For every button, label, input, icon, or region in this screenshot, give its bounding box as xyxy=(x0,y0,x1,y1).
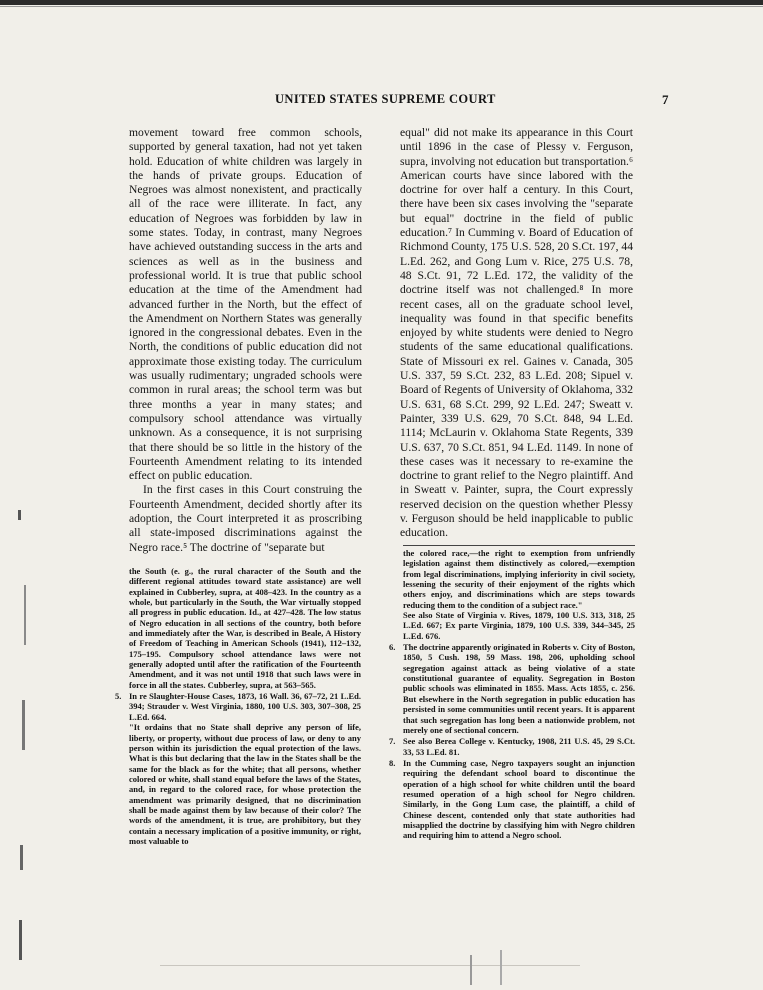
footnote-text: See also Berea College v. Kentucky, 1908, 211 U.S. 45, 29 S.Ct. 33, 53 L.Ed. 81. xyxy=(403,736,635,757)
scan-top-border xyxy=(0,0,763,5)
footnotes-right xyxy=(389,548,635,842)
scan-artifact xyxy=(19,920,22,960)
footnote-continuation: the colored race,—the right to exemption from unfriendly legislation against them distinctively as colored,—exemption from legal discriminations, implying inferiority in civil society, lessening the security of their enjoyment of the rights which others enjoy, and discriminations which are steps towards reducing them to the condition of a subject race." See also State of Virginia v. Rives, 1879, 100 U.S. 313, 318, 25 L.Ed. 667; Ex parte Virginia, 1879, 100 U.S. 339, 344–345, 25 L.Ed. 676. xyxy=(403,548,635,641)
body-paragraph: equal" did not make its appearance in this Court until 1896 in the case of Plessy v. Ferguson, supra, involving not education but transportation.⁶ American courts have since labored with the doctrine for over half a century. In this Court, there have been six cases involving the "separate but equal" doctrine in the field of public education.⁷ In Cumming v. Board of Education of Richmond County, 175 U.S. 528, 20 S.Ct. 197, 44 L.Ed. 262, and Gong Lum v. Rice, 275 U.S. 78, 48 S.Ct. 91, 72 L.Ed. 172, the validity of the doctrine itself was not challenged.⁸ In more recent cases, all on the graduate school level, inequality was found in that specific benefits enjoyed by white students were denied to Negro students of the same educational qualifications. State of Missouri ex rel. Gaines v. Canada, 305 U.S. 337, 59 S.Ct. 232, 83 L.Ed. 208; Sipuel v. Board of Regents of University of Oklahoma, 332 U.S. 631, 68 S.Ct. 299, 92 L.Ed. 247; Sweatt v. Painter, 339 U.S. 629, 70 S.Ct. 848, 94 L.Ed. 1114; McLaurin v. Oklahoma State Regents, 339 U.S. 637, 70 S.Ct. 851, 94 L.Ed. 1149. In none of these cases was it necessary to re-examine the doctrine to grant relief to the Negro plaintiff. And in Sweatt v. Painter, supra, the Court expressly reserved decision on the question whether Plessy v. Ferguson should be held inapplicable to public education. xyxy=(400,126,633,540)
page-number: 7 xyxy=(662,92,669,107)
footnote-number: 7. xyxy=(389,736,396,747)
footnote-text: In re Slaughter-House Cases, 1873, 16 Wall. 36, 67–72, 21 L.Ed. 394; Strauder v. West Virginia, 1880, 100 U.S. 303, 307–308, 25 L.Ed. 664. xyxy=(129,691,361,722)
footnote-8 xyxy=(389,757,635,841)
scan-artifact xyxy=(470,955,472,985)
scan-artifact xyxy=(22,700,25,750)
footnote-number: 8. xyxy=(389,757,396,768)
footnote-number: 6. xyxy=(389,642,396,653)
scan-artifact xyxy=(160,965,580,966)
scan-top-border-line xyxy=(0,6,763,7)
scan-artifact xyxy=(20,845,23,870)
footnote-see-also: See also State of Virginia v. Rives, 1879, 100 U.S. 313, 318, 25 L.Ed. 667; Ex parte Virginia, 1879, 100 U.S. 339, 344–345, 25 L.Ed. 676. xyxy=(403,610,635,641)
scan-artifact xyxy=(18,510,21,520)
footnote-5 xyxy=(115,691,361,846)
scan-artifact xyxy=(500,950,502,985)
footnote-6 xyxy=(389,642,635,735)
footnote-text: The doctrine apparently originated in Roberts v. City of Boston, 1850, 5 Cush. 198, 59 Mass. 198, 206, upholding school segregation against attack as being violative of a state constitutional guarantee of equality. Segregation in Boston public schools was eliminated in 1855. Mass. Acts 1855, c. 256. But elsewhere in the North segregation in public education has persisted in some communities until recent years. It is apparent that such segregation has long been a nationwide problem, not merely one of sectional concern. xyxy=(403,642,635,735)
footnote-number: 5. xyxy=(115,691,122,702)
footnotes-left xyxy=(115,566,361,847)
footnote-quote: "It ordains that no State shall deprive any person of life, liberty, or property, without due process of law, or deny to any person within its jurisdiction the equal protection of the laws. What is this but declaring that the law in the States shall be the same for the black as for the white; that all persons, whether colored or white, shall stand equal before the laws of the States, and, in regard to the colored race, for whose protection the amendment was primarily designed, that no discrimination shall be made against them by law because of their color? The words of the amendment, it is true, are prohibitory, but they contain a necessary implication of a positive immunity, or right, most valuable to xyxy=(129,722,361,846)
footnote-7 xyxy=(389,736,635,757)
footnote-continuation: the South (e. g., the rural character of the South and the different regional attitudes toward state assistance) are well explained in Cubberley, supra, at 408–423. In the country as a whole, but particularly in the South, the War virtually stopped all progress in public education. Id., at 427–428. The low status of Negro education in all sections of the country, both before and immediately after the War, is described in Beale, A History of Freedom of Teaching in American Schools (1941), 112–132, 175–195. Compulsory school attendance laws were not generally adopted until after the ratification of the Fourteenth Amendment, and it was not until 1918 that such laws were in force in all the states. Cubberley, supra, at 563–565. xyxy=(129,566,361,690)
body-paragraph: In the first cases in this Court construing the Fourteenth Amendment, decided shortly after its adoption, the Court interpreted it as proscribing all state-imposed discriminations against the Negro race.⁵ The doctrine of "separate but xyxy=(129,483,362,554)
body-paragraph: movement toward free common schools, supported by general taxation, had not yet taken hold. Education of white children was largely in the hands of private groups. Education of Negroes was almost nonexistent, and practically all of the race were illiterate. In fact, any education of Negroes was forbidden by law in some states. Today, in contrast, many Negroes have achieved outstanding success in the arts and sciences as well as in the business and professional world. It is true that public school education at the time of the Amendment had advanced further in the North, but the effect of the Amendment on Northern States was generally ignored in the congressional debates. Even in the North, the conditions of public education did not approximate those existing today. The curriculum was usually rudimentary; ungraded schools were common in rural areas; the school term was but three months a year in many states; and compulsory school attendance was virtually unknown. As a consequence, it is not surprising that there should be so little in the history of the Fourteenth Amendment relating to its intended effect on public education. xyxy=(129,126,362,483)
body-column-right xyxy=(400,126,633,541)
body-column-left xyxy=(129,126,362,555)
footnote-text: In the Cumming case, Negro taxpayers sought an injunction requiring the defendant school board to discontinue the operation of a high school for white children until the board resumed operation of a high school for Negro children. Similarly, in the Gong Lum case, the plaintiff, a child of Chinese descent, contended only that state authorities had misapplied the doctrine by classifying him with Negro children and requiring him to attend a Negro school. xyxy=(403,757,635,841)
running-head: UNITED STATES SUPREME COURT xyxy=(275,92,496,106)
scan-artifact xyxy=(24,585,26,645)
footnote-rule xyxy=(403,545,635,546)
